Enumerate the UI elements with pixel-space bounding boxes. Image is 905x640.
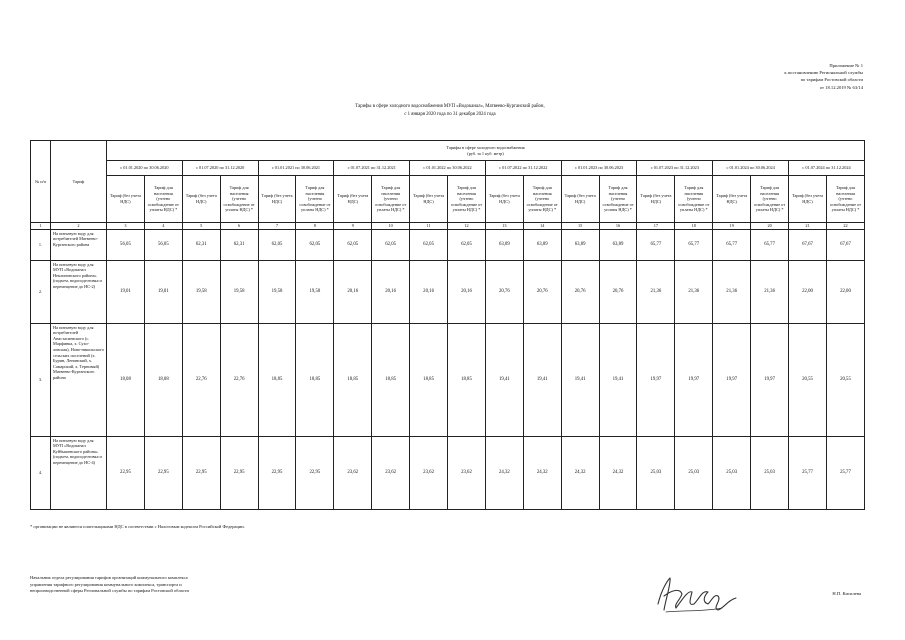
tariff-value: 25,03 (675, 436, 713, 509)
column-number: 10 (372, 223, 410, 230)
column-number: 14 (523, 223, 561, 230)
tariff-value: 20,76 (561, 260, 599, 323)
tariff-value: 19,41 (561, 323, 599, 436)
row-number: 2. (31, 260, 51, 323)
tariff-value: 23,62 (448, 436, 486, 509)
column-number: 18 (675, 223, 713, 230)
tariff-value: 62,31 (182, 229, 220, 260)
subheader-row (31, 176, 865, 223)
subheader-tariff-population: Тариф для населения (учтено освобождение от уплаты НДС) * (448, 176, 486, 223)
tariff-value: 65,77 (751, 229, 789, 260)
column-number: 6 (220, 223, 258, 230)
column-number: 12 (448, 223, 486, 230)
tariff-value: 23,62 (410, 436, 448, 509)
table-row (31, 323, 865, 436)
subheader-tariff-population: Тариф для населения (учтено освобождение от уплаты НДС) * (144, 176, 182, 223)
tariff-value: 22,95 (144, 436, 182, 509)
tariff-value: 65,77 (675, 229, 713, 260)
tariff-value: 21,36 (637, 260, 675, 323)
tariff-value: 22,76 (220, 323, 258, 436)
tariff-value: 20,55 (789, 323, 827, 436)
period-header: с 01.07.2023 по 31.12.2023 (637, 161, 713, 176)
tariff-value: 62,05 (372, 229, 410, 260)
position-line: непроизводственной сферы Региональной службы по тарифам Ростовской области (30, 588, 189, 594)
column-number: 19 (713, 223, 751, 230)
column-number: 1 (31, 223, 51, 230)
tariff-value: 20,16 (410, 260, 448, 323)
column-number: 21 (789, 223, 827, 230)
tariff-value: 22,95 (107, 436, 145, 509)
signer-name: Н.П. Кисилева (832, 591, 861, 596)
period-row (31, 161, 865, 176)
tariff-value: 67,67 (826, 229, 864, 260)
row-number: 1. (31, 229, 51, 260)
tariff-value: 21,36 (713, 260, 751, 323)
tariff-value: 21,36 (675, 260, 713, 323)
subheader-tariff-population: Тариф для населения (учтено освобождение от уплаты НДС) * (372, 176, 410, 223)
tariff-table (30, 140, 865, 510)
tariff-value: 22,95 (258, 436, 296, 509)
tariff-value: 18,85 (258, 323, 296, 436)
tariff-value: 25,03 (637, 436, 675, 509)
tariff-value: 56,05 (144, 229, 182, 260)
tariff-value: 22,95 (296, 436, 334, 509)
tariff-value: 19,58 (182, 260, 220, 323)
signatory-position (30, 575, 310, 595)
subheader-tariff-no-vat: Тариф (без учета НДС) (258, 176, 296, 223)
column-number: 9 (334, 223, 372, 230)
period-header: с 01.01.2022 по 30.06.2022 (410, 161, 486, 176)
column-number: 3 (107, 223, 145, 230)
table-row (31, 436, 865, 509)
tariff-value: 67,67 (789, 229, 827, 260)
period-header: с 01.07.2021 по 31.12.2021 (334, 161, 410, 176)
tariff-value: 25,03 (713, 436, 751, 509)
tariff-value: 56,05 (107, 229, 145, 260)
tariff-value: 22,76 (182, 323, 220, 436)
tariff-value: 20,76 (485, 260, 523, 323)
tariff-value: 63,89 (561, 229, 599, 260)
tariff-value: 63,89 (599, 229, 637, 260)
subheader-tariff-population: Тариф для населения (учтено освобождение от уплаты НДС) * (523, 176, 561, 223)
period-header: с 01.01.2024 по 30.06.2024 (713, 161, 789, 176)
tariff-value: 25,77 (826, 436, 864, 509)
tariff-value: 63,89 (485, 229, 523, 260)
subheader-tariff-population: Тариф для населения (учтено освобождение от уплаты НДС) * (220, 176, 258, 223)
header-row (31, 141, 865, 161)
document-title (300, 103, 600, 118)
title-line: Тарифы в сфере холодного водоснабжения МУП «Водоканал», Матвеево-Курганский район, (355, 104, 545, 109)
column-number: 22 (826, 223, 864, 230)
tariff-value: 65,77 (637, 229, 675, 260)
tariff-value: 19,97 (751, 323, 789, 436)
appendix-line: к постановлению Региональной службы (784, 70, 863, 76)
tariff-value: 19,97 (713, 323, 751, 436)
header-tariff: Тариф (51, 141, 107, 223)
tariff-value: 22,00 (826, 260, 864, 323)
column-number: 20 (751, 223, 789, 230)
subheader-tariff-no-vat: Тариф (без учета НДС) (713, 176, 751, 223)
tariff-value: 20,76 (523, 260, 561, 323)
tariff-value: 19,58 (296, 260, 334, 323)
tariff-value: 18,08 (107, 323, 145, 436)
row-tariff-name: На питьевую воду для потребителей Матвеево-Курганского района (51, 229, 107, 260)
header-unit: (руб. за 1 куб. метр) (467, 150, 504, 156)
tariff-value: 18,08 (144, 323, 182, 436)
footnote: * организации не являются плательщиками НДС в соответствии с Налоговым кодексом Российской Федерации. (30, 524, 245, 529)
tariff-value: 24,32 (523, 436, 561, 509)
tariff-value: 62,05 (296, 229, 334, 260)
tariff-value: 23,62 (372, 436, 410, 509)
subheader-tariff-no-vat: Тариф (без учета НДС) (637, 176, 675, 223)
subheader-tariff-no-vat: Тариф (без учета НДС) (182, 176, 220, 223)
row-number: 3. (31, 323, 51, 436)
column-number: 13 (485, 223, 523, 230)
tariff-value: 19,41 (485, 323, 523, 436)
tariff-value: 63,89 (523, 229, 561, 260)
row-tariff-name: На питьевую воду для МУП «Водоканал Куйбышевского района» (подъем, водоподготовка и перемещение до НС-4) (51, 436, 107, 509)
period-header: с 01.07.2022 по 31.12.2022 (485, 161, 561, 176)
row-number: 4. (31, 436, 51, 509)
tariff-value: 20,16 (372, 260, 410, 323)
tariff-value: 62,05 (258, 229, 296, 260)
tariff-value: 19,58 (220, 260, 258, 323)
tariff-value: 22,95 (220, 436, 258, 509)
tariff-value: 20,76 (599, 260, 637, 323)
handwritten-signature (652, 570, 742, 618)
tariff-value: 18,85 (372, 323, 410, 436)
tariff-value: 18,85 (296, 323, 334, 436)
tariff-value: 18,85 (410, 323, 448, 436)
tariff-value: 19,97 (637, 323, 675, 436)
column-number: 8 (296, 223, 334, 230)
column-number: 17 (637, 223, 675, 230)
subheader-tariff-population: Тариф для населения (учтено освобождение от уплаты НДС) * (826, 176, 864, 223)
subheader-tariff-population: Тариф для населения (учтено освобождение от уплаты НДС) * (675, 176, 713, 223)
tariff-value: 24,32 (485, 436, 523, 509)
tariff-value: 19,58 (258, 260, 296, 323)
tariff-value: 20,16 (334, 260, 372, 323)
subheader-tariff-no-vat: Тариф (без учета НДС) (334, 176, 372, 223)
period-header: с 01.01.2023 по 30.06.2023 (561, 161, 637, 176)
tariff-value: 21,36 (751, 260, 789, 323)
tariff-value: 22,95 (182, 436, 220, 509)
header-group-title: Тарифы в сфере холодного водоснабжения (446, 144, 525, 150)
row-tariff-name: На питьевую воду для МУП «Водоканал Неклиновского района» (подъем, водоподготовка и перемещение до НС-2) (51, 260, 107, 323)
column-number: 4 (144, 223, 182, 230)
tariff-value: 62,05 (334, 229, 372, 260)
table-row (31, 260, 865, 323)
column-number: 15 (561, 223, 599, 230)
subheader-tariff-population: Тариф для населения (учтено освобождение от уплаты НДС) * (599, 176, 637, 223)
period-header: с 01.07.2024 по 31.12.2024 (789, 161, 865, 176)
position-line: управления тарифного регулирования коммунального комплекса, транспорта и (30, 581, 182, 587)
header-group (107, 141, 865, 161)
title-line: с 1 января 2020 года по 31 декабря 2024 года (404, 111, 496, 117)
tariff-value: 62,05 (448, 229, 486, 260)
tariff-value: 20,16 (448, 260, 486, 323)
subheader-tariff-population: Тариф для населения (учтено освобождение от уплаты НДС) * (296, 176, 334, 223)
column-number-row (31, 223, 865, 230)
tariff-value: 24,32 (599, 436, 637, 509)
row-tariff-name: На питьевую воду для потребителей Анастасиевского (с. Марфинка, х. Сухо-ловская), Ново-никольского сельских поселений (х. Бурин, Ленинский, х. Самарский, х. Терновый) Матвеево-Курганского района (51, 323, 107, 436)
tariff-value: 25,77 (789, 436, 827, 509)
tariff-value: 25,03 (751, 436, 789, 509)
subheader-tariff-no-vat: Тариф (без учета НДС) (789, 176, 827, 223)
period-header: с 01.01.2021 по 30.06.2021 (258, 161, 334, 176)
subheader-tariff-no-vat: Тариф (без учета НДС) (410, 176, 448, 223)
subheader-tariff-no-vat: Тариф (без учета НДС) (485, 176, 523, 223)
tariff-value: 18,85 (334, 323, 372, 436)
tariff-value: 19,97 (675, 323, 713, 436)
tariff-value: 19,41 (523, 323, 561, 436)
subheader-tariff-no-vat: Тариф (без учета НДС) (561, 176, 599, 223)
tariff-value: 62,05 (410, 229, 448, 260)
appendix-line: от 18.12.2019 № 63/14 (819, 84, 863, 90)
column-number: 2 (51, 223, 107, 230)
appendix-header (703, 62, 863, 91)
tariff-value: 18,85 (448, 323, 486, 436)
column-number: 7 (258, 223, 296, 230)
column-number: 11 (410, 223, 448, 230)
column-number: 5 (182, 223, 220, 230)
table-row (31, 229, 865, 260)
subheader-tariff-no-vat: Тариф (без учета НДС) (107, 176, 145, 223)
appendix-line: по тарифам Ростовской области (800, 77, 863, 83)
position-line: Начальник отдела регулирования тарифов организаций коммунального комплекса (30, 575, 188, 580)
tariff-value: 22,00 (789, 260, 827, 323)
tariff-value: 20,55 (826, 323, 864, 436)
tariff-value: 19,41 (599, 323, 637, 436)
subheader-tariff-population: Тариф для населения (учтено освобождение от уплаты НДС) * (751, 176, 789, 223)
period-header: с 01.07.2020 по 31.12.2020 (182, 161, 258, 176)
appendix-line: Приложение № 1 (829, 63, 863, 68)
header-number: № п/п (31, 141, 51, 223)
tariff-value: 24,32 (561, 436, 599, 509)
period-header: с 01.01.2020 по 30.06.2020 (107, 161, 183, 176)
tariff-value: 65,77 (713, 229, 751, 260)
tariff-value: 19,01 (107, 260, 145, 323)
tariff-value: 62,31 (220, 229, 258, 260)
tariff-value: 23,62 (334, 436, 372, 509)
column-number: 16 (599, 223, 637, 230)
tariff-value: 19,01 (144, 260, 182, 323)
